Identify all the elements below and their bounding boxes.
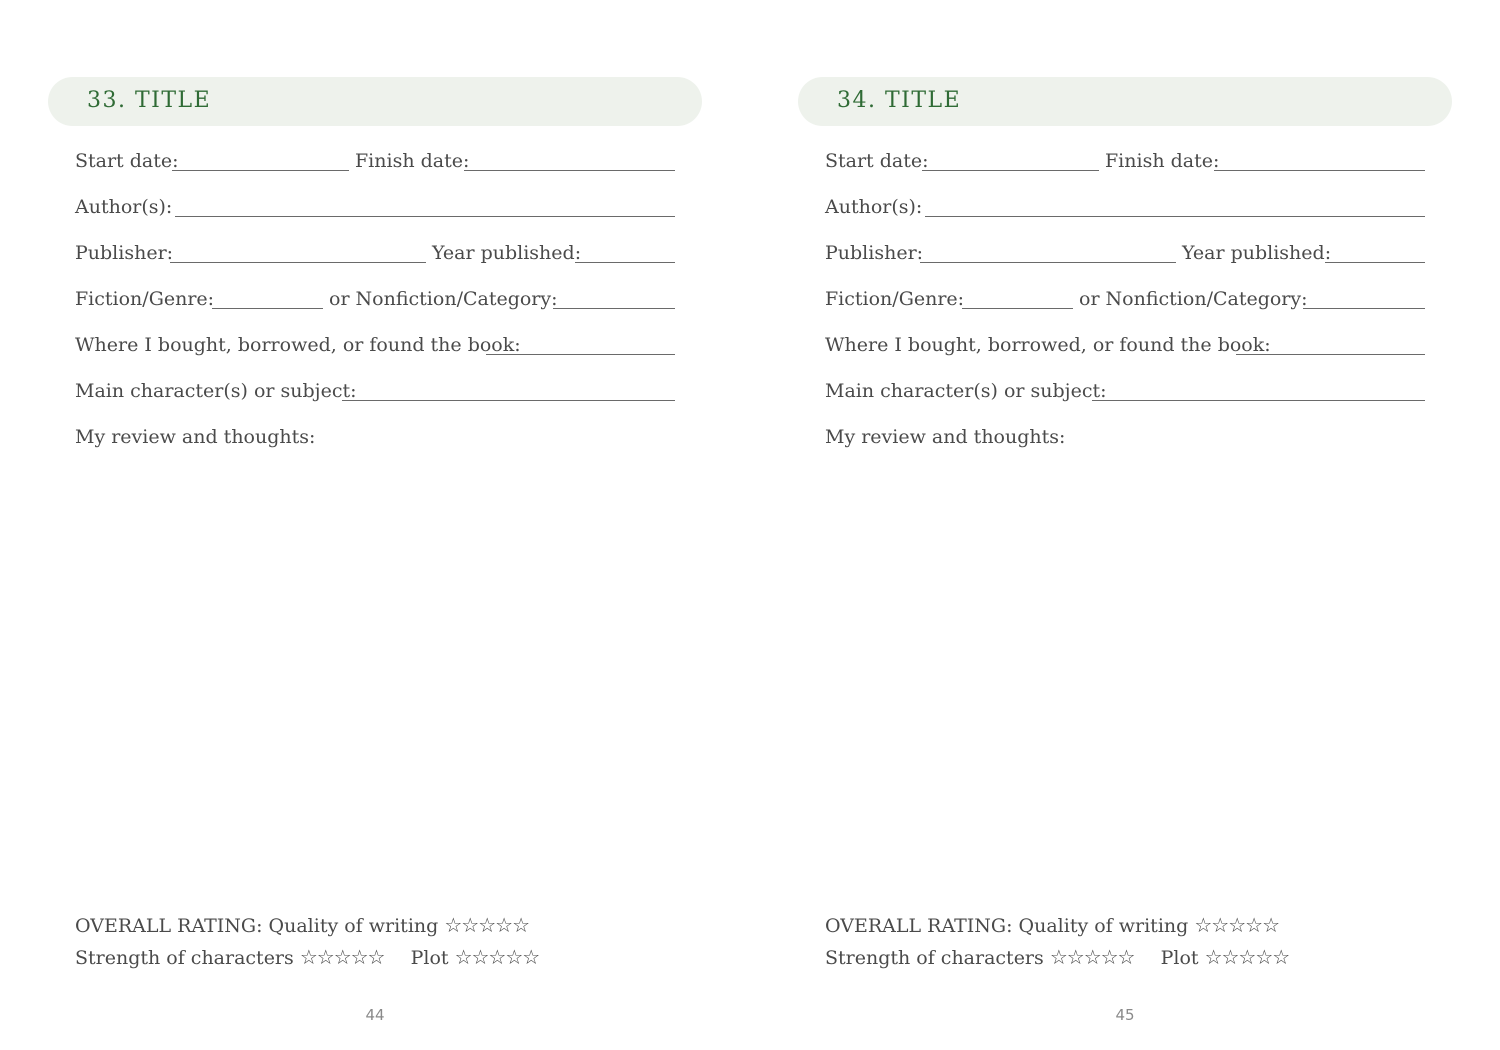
strength-of-characters-label: Strength of characters <box>825 947 1044 969</box>
authors-line <box>925 216 1425 217</box>
start-date-line <box>172 170 349 171</box>
nonfiction-category-label: or Nonfiction/Category: <box>329 288 558 310</box>
review-row <box>825 422 1425 452</box>
where-row <box>75 330 675 360</box>
year-published-label: Year published: <box>432 242 582 264</box>
start-date-label: Start date: <box>825 150 929 172</box>
writing-stars-icon: ☆☆☆☆☆ <box>1194 913 1279 937</box>
where-found-label: Where I bought, borrowed, or found the book: <box>75 334 521 356</box>
nonfiction-category-label: or Nonfiction/Category: <box>1079 288 1308 310</box>
strength-of-characters-label: Strength of characters <box>75 947 294 969</box>
entry-title-bar <box>48 77 702 126</box>
nonfiction-category-line <box>553 308 675 309</box>
authors-row <box>825 192 1425 222</box>
review-label: My review and thoughts: <box>825 426 1066 448</box>
genre-row <box>825 284 1425 314</box>
fiction-genre-line <box>962 308 1073 309</box>
entry-title: 34. TITLE <box>837 88 962 113</box>
authors-label: Author(s): <box>825 196 923 218</box>
overall-rating-row <box>825 910 1279 941</box>
plot-label: Plot <box>1160 947 1199 969</box>
finish-date-label: Finish date: <box>355 150 470 172</box>
page-number: 45 <box>1115 1006 1135 1024</box>
plot-label: Plot <box>410 947 449 969</box>
characters-plot-row <box>825 942 1289 973</box>
where-found-label: Where I bought, borrowed, or found the book: <box>825 334 1271 356</box>
plot-stars-icon: ☆☆☆☆☆ <box>1204 945 1290 969</box>
dates-row <box>825 146 1425 176</box>
authors-label: Author(s): <box>75 196 173 218</box>
where-row <box>825 330 1425 360</box>
publisher-label: Publisher: <box>825 242 924 264</box>
main-character-label: Main character(s) or subject: <box>825 380 1107 402</box>
start-date-label: Start date: <box>75 150 179 172</box>
finish-date-line <box>1214 170 1425 171</box>
year-published-line <box>1325 262 1425 263</box>
fiction-genre-label: Fiction/Genre: <box>825 288 965 310</box>
review-label: My review and thoughts: <box>75 426 316 448</box>
entry-title: 33. TITLE <box>87 88 212 113</box>
publisher-row <box>75 238 675 268</box>
plot-stars-icon: ☆☆☆☆☆ <box>454 945 540 969</box>
main-character-line <box>1092 400 1425 401</box>
authors-line <box>175 216 675 217</box>
start-date-line <box>922 170 1099 171</box>
finish-date-label: Finish date: <box>1105 150 1220 172</box>
overall-rating-row <box>75 910 529 941</box>
main-character-row <box>825 376 1425 406</box>
dates-row <box>75 146 675 176</box>
nonfiction-category-line <box>1303 308 1425 309</box>
review-row <box>75 422 675 452</box>
overall-rating-label: OVERALL RATING: Quality of writing <box>825 915 1189 937</box>
characters-stars-icon: ☆☆☆☆☆ <box>1049 945 1135 969</box>
fiction-genre-label: Fiction/Genre: <box>75 288 215 310</box>
publisher-row <box>825 238 1425 268</box>
fiction-genre-line <box>212 308 323 309</box>
characters-plot-row <box>75 942 539 973</box>
main-character-row <box>75 376 675 406</box>
overall-rating-label: OVERALL RATING: Quality of writing <box>75 915 439 937</box>
genre-row <box>75 284 675 314</box>
publisher-line <box>170 262 426 263</box>
main-character-label: Main character(s) or subject: <box>75 380 357 402</box>
where-found-line <box>1236 354 1425 355</box>
characters-stars-icon: ☆☆☆☆☆ <box>299 945 385 969</box>
year-published-line <box>575 262 675 263</box>
writing-stars-icon: ☆☆☆☆☆ <box>444 913 529 937</box>
journal-page-right <box>750 0 1500 1050</box>
page-number: 44 <box>365 1006 385 1024</box>
authors-row <box>75 192 675 222</box>
main-character-line <box>342 400 675 401</box>
finish-date-line <box>464 170 675 171</box>
where-found-line <box>486 354 675 355</box>
publisher-label: Publisher: <box>75 242 174 264</box>
entry-title-bar <box>798 77 1452 126</box>
year-published-label: Year published: <box>1182 242 1332 264</box>
publisher-line <box>920 262 1176 263</box>
